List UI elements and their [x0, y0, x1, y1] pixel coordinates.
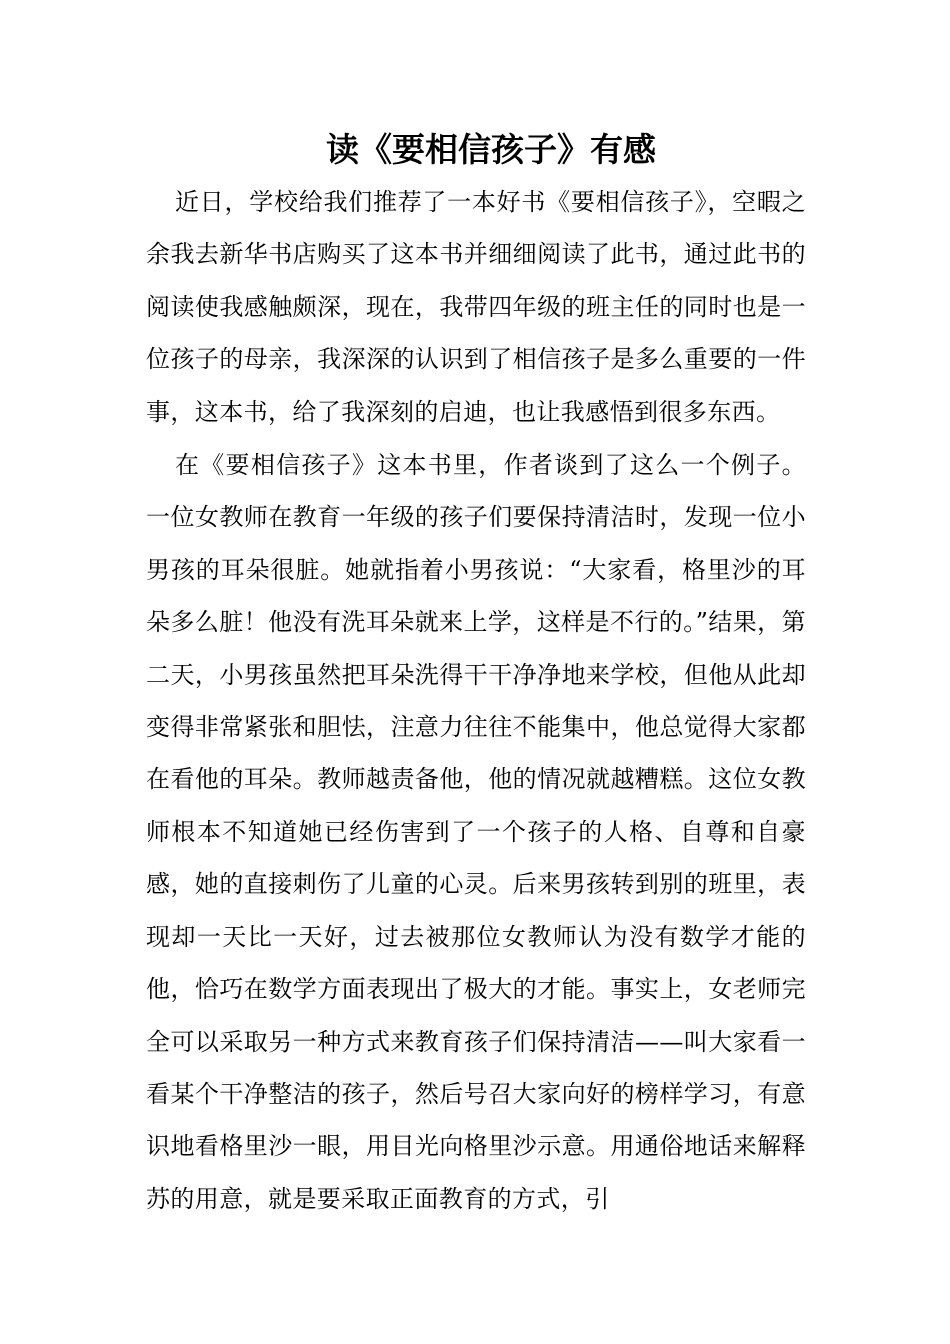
document-title: 读《要相信孩子》有感: [326, 130, 656, 169]
paragraph-2: 在《要相信孩子》这本书里，作者谈到了这么一个例子。一位女教师在教育一年级的孩子们要保持清洁时，发现一位小男孩的耳朵很脏。她就指着小男孩说：“大家看，格里沙的耳朵多么脏！他没有洗耳朵就来上学，这样是不行的。”结果，第二天，小男孩虽然把耳朵洗得干干净净地来学校，但他从此却变得非常紧张和胆怯，注意力往往不能集中，他总觉得大家都在看他的耳朵。教师越责备他，他的情况就越糟糕。这位女教师根本不知道她已经伤害到了一个孩子的人格、自尊和自豪感，她的直接刺伤了儿童的心灵。后来男孩转到别的班里，表现却一天比一天好，过去被那位女教师认为没有数学才能的他，恰巧在数学方面表现出了极大的才能。事实上，女老师完全可以采取另一种方式来教育孩子们保持清洁——叫大家看一看某个干净整洁的孩子，然后号召大家向好的榜样学习，有意识地看格里沙一眼，用目光向格里沙示意。用通俗地话来解释苏的用意，就是要采取正面教育的方式，引: [146, 451, 806, 1213]
paragraph-1: 近日，学校给我们推荐了一本好书《要相信孩子》，空暇之余我去新华书店购买了这本书并细细阅读了此书，通过此书的阅读使我感触颇深，现在，我带四年级的班主任的同时也是一位孩子的母亲，我深深的认识到了相信孩子是多么重要的一件事，这本书，给了我深刻的启迪，也让我感悟到很多东西。: [146, 188, 806, 426]
document-body: [146, 176, 806, 1225]
